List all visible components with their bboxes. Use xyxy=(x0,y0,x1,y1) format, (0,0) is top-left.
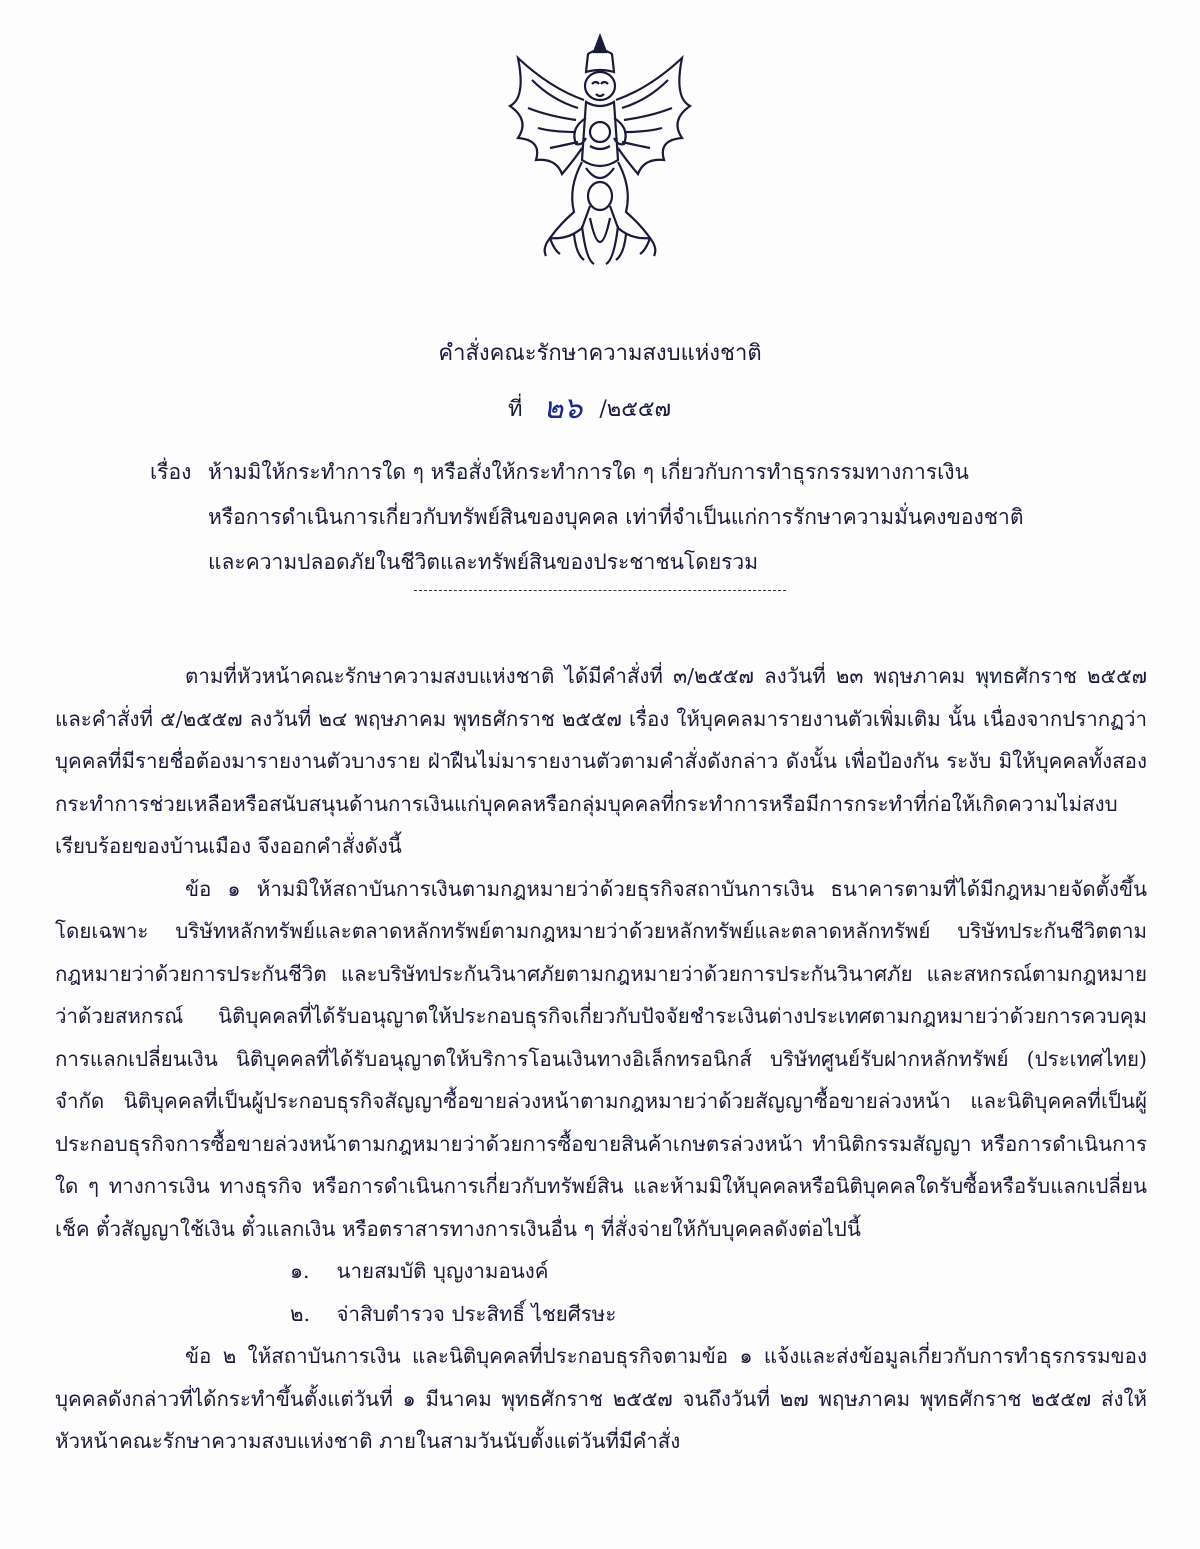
list-item-number: ๑. xyxy=(290,1259,310,1283)
order-number-year: /๒๕๕๗ xyxy=(599,397,672,422)
list-item-name: จ่าสิบตำรวจ ประสิทธิ์ ไชยศีรษะ xyxy=(336,1301,617,1326)
order-title: คำสั่งคณะรักษาความสงบแห่งชาติ xyxy=(438,341,762,366)
list-item xyxy=(55,1250,1147,1293)
subject-block xyxy=(150,450,1110,585)
intro-paragraph: ตามที่หัวหน้าคณะรักษาความสงบแห่งชาติ ได้มีคำสั่งที่ ๓/๒๕๕๗ ลงวันที่ ๒๓ พฤษภาคม พุทธศักราช ๒๕๕๗ และคำสั่งที่ ๕/๒๕๕๗ ลงวันที่ ๒๔ พฤษภาคม พุทธศักราช ๒๕๕๗ เรื่อง ให้บุคคลมารายงานตัวเพิ่มเติม นั้น เนื่องจากปรากฏว่าบุคคลที่มีรายชื่อต้องมารายงานตัวบางราย ฝ่าฝืนไม่มารายงานตัวตามคำสั่งดังกล่าว ดังนั้น เพื่อป้องกัน ระงับ มิให้บุคคลทั้งสองกระทำการช่วยเหลือหรือสนับสนุนด้านการเงินแก่บุคคลหรือกลุ่มบุคคลที่กระทำการหรือมีการกระทำที่ก่อให้เกิดความไม่สงบเรียบร้อยของบ้านเมือง จึงออกคำสั่งดังนี้ xyxy=(55,664,1147,858)
clause-1-paragraph: ข้อ ๑ ห้ามมิให้สถาบันการเงินตามกฎหมายว่าด้วยธุรกิจสถาบันการเงิน ธนาคารตามที่ได้มีกฎหมายจัดตั้งขึ้นโดยเฉพาะ บริษัทหลักทรัพย์และตลาดหลักทรัพย์ตามกฎหมายว่าด้วยหลักทรัพย์และตลาดหลักทรัพย์ บริษัทประกันชีวิตตามกฎหมายว่าด้วยการประกันชีวิต และบริษัทประกันวินาศภัยตามกฎหมายว่าด้วยการประกันวินาศภัย และสหกรณ์ตามกฎหมายว่าด้วยสหกรณ์ นิติบุคคลที่ได้รับอนุญาตให้ประกอบธุรกิจเกี่ยวกับปัจจัยชำระเงินต่างประเทศตามกฎหมายว่าด้วยการควบคุมการแลกเปลี่ยนเงิน นิติบุคคลที่ได้รับอนุญาตให้บริการโอนเงินทางอิเล็กทรอนิกส์ บริษัทศูนย์รับฝากหลักทรัพย์ (ประเทศไทย) จำกัด นิติบุคคลที่เป็นผู้ประกอบธุรกิจสัญญาซื้อขายล่วงหน้าตามกฎหมายว่าด้วยสัญญาซื้อขายล่วงหน้า และนิติบุคคลที่เป็นผู้ประกอบธุรกิจการซื้อขายล่วงหน้าตามกฎหมายว่าด้วยการซื้อขายสินค้าเกษตรล่วงหน้า ทำนิติกรรมสัญญา หรือการดำเนินการใด ๆ ทางการเงิน ทางธุรกิจ หรือการดำเนินการเกี่ยวกับทรัพย์สิน และห้ามมิให้บุคคลหรือนิติบุคคลใดรับซื้อหรือรับแลกเปลี่ยนเช็ค ตั๋วสัญญาใช้เงิน ตั๋วแลกเงิน หรือตราสารทางการเงินอื่น ๆ ที่สั่งจ่ายให้กับบุคคลดังต่อไปนี้ xyxy=(55,876,1147,1241)
garuda-emblem-icon xyxy=(490,28,710,278)
order-number-prefix: ที่ xyxy=(508,397,523,422)
subject-line: ห้ามมิให้กระทำการใด ๆ หรือสั่งให้กระทำการใด ๆ เกี่ยวกับการทำธุรกรรมทางการเงิน xyxy=(208,460,969,484)
order-number xyxy=(508,383,671,430)
order-body xyxy=(55,655,1147,1463)
subject-line: และความปลอดภัยในชีวิตและทรัพย์สินของประชาชนโดยรวม xyxy=(208,550,759,574)
subject-line: หรือการดำเนินการเกี่ยวกับทรัพย์สินของบุคคล เท่าที่จำเป็นแก่การรักษาความมั่นคงของชาติ xyxy=(208,505,1024,529)
list-item xyxy=(55,1293,1147,1336)
divider-line xyxy=(414,590,786,591)
list-item-number: ๒. xyxy=(290,1301,311,1326)
order-number-handwritten: ๒๖ xyxy=(543,391,583,426)
subject-label: เรื่อง xyxy=(150,460,192,484)
list-item-name: นายสมบัติ บุญงามอนงค์ xyxy=(336,1259,549,1283)
clause-2-paragraph: ข้อ ๒ ให้สถาบันการเงิน และนิติบุคคลที่ประกอบธุรกิจตามข้อ ๑ แจ้งและส่งข้อมูลเกี่ยวกับการทำธุรกรรมของบุคคลดังกล่าวที่ได้กระทำขึ้นตั้งแต่วันที่ ๑ มีนาคม พุทธศักราช ๒๕๕๗ จนถึงวันที่ ๒๗ พฤษภาคม พุทธศักราช ๒๕๕๗ ส่งให้หัวหน้าคณะรักษาความสงบแห่งชาติ ภายในสามวันนับตั้งแต่วันที่มีคำสั่ง xyxy=(55,1344,1147,1453)
person-list xyxy=(55,1250,1147,1335)
